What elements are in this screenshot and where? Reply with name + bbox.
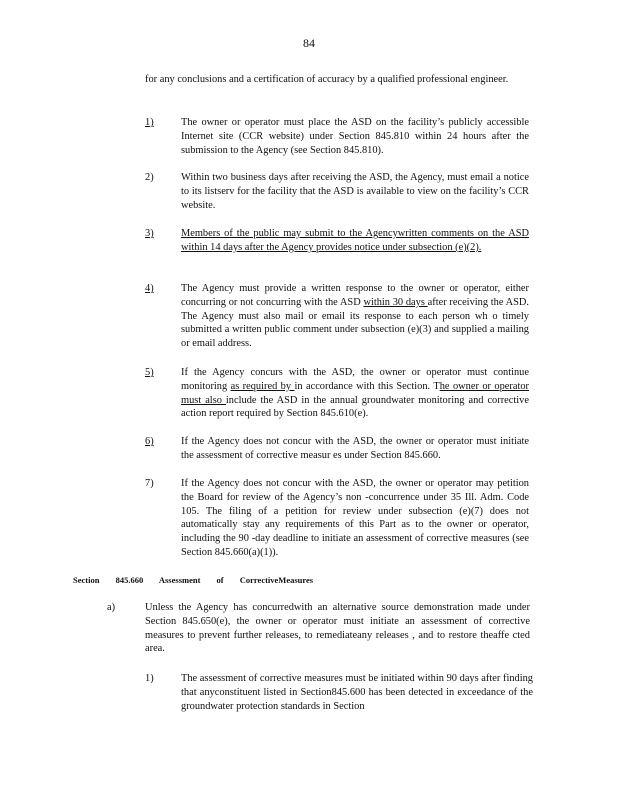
item-text (181, 366, 529, 421)
item-number: 7) (145, 478, 154, 489)
item-text (181, 171, 529, 212)
section-title-word: Assessment (158, 575, 201, 585)
item-number: 5) (145, 367, 154, 378)
item-text (181, 477, 529, 560)
item-text-part: in accordance with this Section. T (294, 380, 440, 392)
item-text-part: If the Agency does not concur with the ASD, the owner or operator may petition the Board for review of the Agency’s non -concurrence under 35 Ill. Adm. Code 105. The filing of a petition for review under subsection (e)(7) does not automatically stay any requirements of this Part as to the owner or operator, including the 90 -day deadline to initiate an assessment of corrective measures (see Section 845.660(a)(1)). (181, 478, 529, 558)
item-text-part: within 30 days (363, 296, 428, 308)
section-label: Section (73, 575, 100, 585)
section-title-word: CorrectiveMeasures (239, 575, 314, 585)
intro-paragraph: for any conclusions and a certification of accuracy by a qualified professional engineer. (145, 74, 509, 85)
item-text-part: The owner or operator must place the ASD on the facility’s publicly accessible Internet site (CCR website) under Section 845.810 within 24 hours after the submission to the Agency (see Section 845.810). (181, 117, 529, 156)
subsection-number: a) (107, 602, 116, 613)
item-number: 4) (145, 283, 154, 294)
subsection-text: The assessment of corrective measures must be initiated within 90 days after finding that anyconstituent listed in Section845.600 has been detected in exceedance of the groundwater protection standards in Section (181, 673, 533, 712)
item-text (181, 435, 529, 463)
item-text-part: after receiving the ASD. The Agency must also mail or email its response to each person wh o timely submitted a written public comment under subsection (e)(3) and supplied a mailing or email address. (181, 296, 530, 350)
item-text-part: If the Agency does not concur with the ASD, the owner or operator must initiate the assessment of corrective measur es under Section 845.660. (181, 436, 529, 461)
subsection-number: 1) (145, 673, 154, 684)
section-heading (73, 575, 327, 585)
item-text (181, 282, 529, 351)
item-number: 2) (145, 172, 154, 183)
item-number: 6) (145, 436, 154, 447)
item-text (181, 116, 529, 157)
subsection-text: Unless the Agency has concurredwith an alternative source demonstration made under Section 845.650(e), the owner or operator must initiate an assessment of corrective measures to prevent further releases, to remediateany releases , and to restore theaffe cted area. (145, 602, 530, 655)
item-text-part: he owner or operator must also (181, 380, 529, 406)
item-number: 3) (145, 228, 154, 239)
item-text (181, 227, 529, 255)
item-text-part: include the ASD in the annual groundwater monitoring and corrective action report required by Section 845.610(e). (181, 394, 529, 420)
item-text-part: Members of the public may submit to the Agencywritten comments on the ASD within 14 days after the Agency provides notice under subsection (e)(2). (181, 228, 529, 253)
item-text-part: If the Agency concurs with the ASD, the owner or operator must continue monitoring (181, 367, 529, 392)
item-text-part: The Agency must provide a written response to the owner or operator, either concurring or not concurring with the ASD (181, 283, 529, 308)
section-number: 845.660 (115, 575, 144, 585)
page-number: 84 (303, 36, 315, 50)
item-text-part: Within two business days after receiving the ASD, the Agency, must email a notice to its listserv for the facility that the ASD is available to view on the facility’s CCR website. (181, 172, 529, 211)
item-text-part: as required by (230, 380, 295, 392)
section-title-word: of (216, 575, 224, 585)
item-number: 1) (145, 117, 154, 128)
